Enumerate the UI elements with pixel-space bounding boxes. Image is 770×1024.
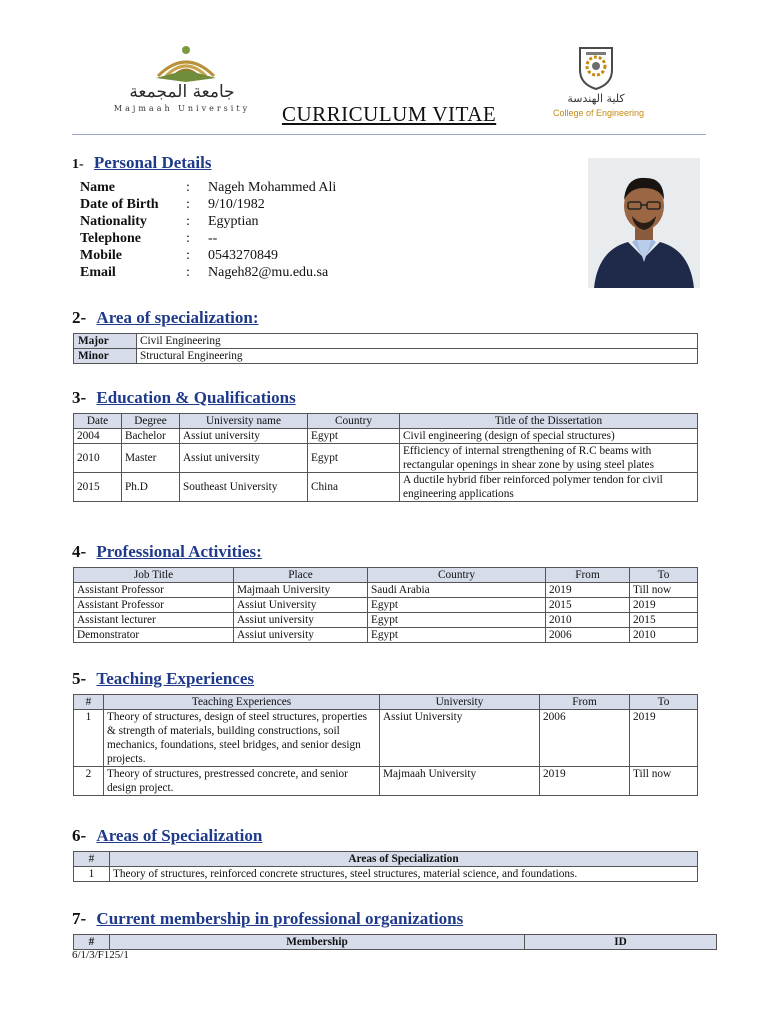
header-divider xyxy=(72,134,706,135)
table-row xyxy=(74,628,698,643)
university-emblem-icon xyxy=(152,42,220,82)
column-header: To xyxy=(630,568,698,583)
document-title: CURRICULUM VITAE xyxy=(282,102,497,126)
table-cell: Master xyxy=(122,444,180,473)
column-header: Date xyxy=(74,414,122,429)
table-cell: 2006 xyxy=(540,710,630,767)
table-cell: Majmaah University xyxy=(380,767,540,796)
table-row xyxy=(74,334,698,349)
table-cell: 2019 xyxy=(630,598,698,613)
table-cell: Assiut University xyxy=(234,598,368,613)
table-row xyxy=(74,613,698,628)
table-cell: Assiut university xyxy=(180,429,308,444)
field-colon: : xyxy=(186,248,190,263)
table-cell: 2 xyxy=(74,767,104,796)
college-shield-icon xyxy=(577,46,615,90)
table-cell: 2004 xyxy=(74,429,122,444)
section-heading-area-of-specialization xyxy=(72,308,259,328)
table-row xyxy=(74,473,698,502)
table-cell: 2015 xyxy=(630,613,698,628)
field-value: Nageh82@mu.edu.sa xyxy=(208,265,329,280)
table-cell: Civil engineering (design of special structures) xyxy=(400,429,698,444)
field-label: Name xyxy=(80,180,115,195)
table-cell: Assistant Professor xyxy=(74,598,234,613)
section-number: 6- xyxy=(72,826,87,845)
table-row xyxy=(74,767,698,796)
column-header: # xyxy=(74,852,110,867)
section-number: 7- xyxy=(72,909,87,928)
table-cell: 1 xyxy=(74,867,110,882)
university-latin-name: Majmaah University xyxy=(113,104,251,113)
section-title: Area of specialization: xyxy=(96,308,259,327)
table-cell: 2010 xyxy=(546,613,630,628)
section-title: Areas of Specialization xyxy=(96,826,263,845)
table-row xyxy=(74,867,698,882)
membership-table xyxy=(73,934,717,950)
table-header-row xyxy=(74,935,717,950)
table-cell: Assiut University xyxy=(380,710,540,767)
table-cell: Till now xyxy=(630,583,698,598)
field-value: 9/10/1982 xyxy=(208,197,265,212)
table-row xyxy=(74,349,698,364)
table-cell: Majmaah University xyxy=(234,583,368,598)
section-title: Teaching Experiences xyxy=(96,669,254,688)
section-heading-membership xyxy=(72,909,463,929)
table-row xyxy=(74,598,698,613)
column-header: Job Title xyxy=(74,568,234,583)
field-label: Mobile xyxy=(80,248,122,263)
table-cell: Egypt xyxy=(308,444,400,473)
column-header: # xyxy=(74,695,104,710)
column-header: Degree xyxy=(122,414,180,429)
column-header: Membership xyxy=(110,935,525,950)
column-header: Areas of Specialization xyxy=(110,852,698,867)
table-header-row xyxy=(74,852,698,867)
column-header: # xyxy=(74,935,110,950)
table-row xyxy=(74,583,698,598)
field-value: -- xyxy=(208,231,218,246)
university-arabic-name: جامعة المجمعة xyxy=(129,82,235,102)
document-form-code: 6/1/3/F125/1 xyxy=(72,949,129,961)
table-cell: 2010 xyxy=(630,628,698,643)
column-header: Country xyxy=(308,414,400,429)
table-row xyxy=(74,444,698,473)
table-cell: Egypt xyxy=(368,628,546,643)
table-cell: Assiut university xyxy=(180,444,308,473)
table-cell: A ductile hybrid fiber reinforced polymer tendon for civil engineering applications xyxy=(400,473,698,502)
section-heading-personal-details xyxy=(72,153,212,173)
table-cell: Assistant Professor xyxy=(74,583,234,598)
table-cell: 2019 xyxy=(540,767,630,796)
table-cell: Efficiency of internal strengthening of R.C beams with rectangular openings in shear zone by using steel plates xyxy=(400,444,698,473)
field-label: Telephone xyxy=(80,231,141,246)
field-value: 0543270849 xyxy=(208,248,278,263)
college-of-engineering-logo xyxy=(555,46,655,122)
section-number: 1- xyxy=(72,157,84,172)
table-cell: Egypt xyxy=(368,598,546,613)
activities-table xyxy=(73,567,698,643)
specialization-table xyxy=(73,333,698,364)
table-cell: Major xyxy=(74,334,137,349)
table-cell: Egypt xyxy=(308,429,400,444)
section-number: 5- xyxy=(72,669,87,688)
education-table xyxy=(73,413,698,502)
person-portrait-icon xyxy=(588,158,700,288)
table-header-row xyxy=(74,568,698,583)
section-title: Professional Activities: xyxy=(96,542,262,561)
college-arabic-name: كلية الهندسة xyxy=(567,92,625,105)
table-header-row xyxy=(74,695,698,710)
column-header: Title of the Dissertation xyxy=(400,414,698,429)
section-heading-teaching-experiences xyxy=(72,669,254,689)
teaching-table xyxy=(73,694,698,796)
table-cell: Assistant lecturer xyxy=(74,613,234,628)
table-header-row xyxy=(74,414,698,429)
field-colon: : xyxy=(186,265,190,280)
table-cell: China xyxy=(308,473,400,502)
field-label: Email xyxy=(80,265,116,280)
table-cell: 2006 xyxy=(546,628,630,643)
table-cell: Civil Engineering xyxy=(137,334,698,349)
table-cell: Egypt xyxy=(368,613,546,628)
section-number: 3- xyxy=(72,388,87,407)
table-cell: 2019 xyxy=(546,583,630,598)
areas-table xyxy=(73,851,698,882)
column-header: From xyxy=(546,568,630,583)
majmaah-university-logo xyxy=(112,42,252,120)
table-cell: 2015 xyxy=(74,473,122,502)
table-cell: Theory of structures, prestressed concrete, and senior design project. xyxy=(104,767,380,796)
table-cell: Assiut university xyxy=(234,613,368,628)
column-header: University xyxy=(380,695,540,710)
section-title: Education & Qualifications xyxy=(96,388,296,407)
section-number: 2- xyxy=(72,308,87,327)
field-value: Nageh Mohammed Ali xyxy=(208,180,337,195)
column-header: University name xyxy=(180,414,308,429)
table-cell: Assiut university xyxy=(234,628,368,643)
table-cell: 2019 xyxy=(630,710,698,767)
field-label: Date of Birth xyxy=(80,197,159,212)
table-row xyxy=(74,710,698,767)
table-cell: Minor xyxy=(74,349,137,364)
table-cell: Southeast University xyxy=(180,473,308,502)
table-cell: Ph.D xyxy=(122,473,180,502)
column-header: ID xyxy=(525,935,717,950)
column-header: To xyxy=(630,695,698,710)
column-header: Place xyxy=(234,568,368,583)
column-header: Country xyxy=(368,568,546,583)
table-cell: Till now xyxy=(630,767,698,796)
section-heading-areas-of-specialization xyxy=(72,826,262,846)
table-cell: Demonstrator xyxy=(74,628,234,643)
table-cell: Structural Engineering xyxy=(137,349,698,364)
table-cell: 1 xyxy=(74,710,104,767)
section-number: 4- xyxy=(72,542,87,561)
section-title: Current membership in professional organizations xyxy=(96,909,464,928)
column-header: Teaching Experiences xyxy=(104,695,380,710)
table-row xyxy=(74,429,698,444)
table-cell: Theory of structures, design of steel structures, properties & strength of materials, building constructions, soil mechanics, foundations, steel bridges, and senior design projects. xyxy=(104,710,380,767)
field-label: Nationality xyxy=(80,214,147,229)
field-colon: : xyxy=(186,180,190,195)
column-header: From xyxy=(540,695,630,710)
college-english-name: College of Engineering xyxy=(553,108,645,118)
field-colon: : xyxy=(186,214,190,229)
table-cell: Theory of structures, reinforced concrete structures, steel structures, material science, and foundations. xyxy=(110,867,698,882)
table-cell: 2015 xyxy=(546,598,630,613)
section-title: Personal Details xyxy=(93,153,212,172)
field-colon: : xyxy=(186,231,190,246)
table-cell: 2010 xyxy=(74,444,122,473)
profile-photo xyxy=(588,158,700,288)
table-cell: Bachelor xyxy=(122,429,180,444)
field-colon: : xyxy=(186,197,190,212)
section-heading-professional-activities xyxy=(72,542,262,562)
section-heading-education xyxy=(72,388,296,408)
field-value: Egyptian xyxy=(208,214,259,229)
table-cell: Saudi Arabia xyxy=(368,583,546,598)
